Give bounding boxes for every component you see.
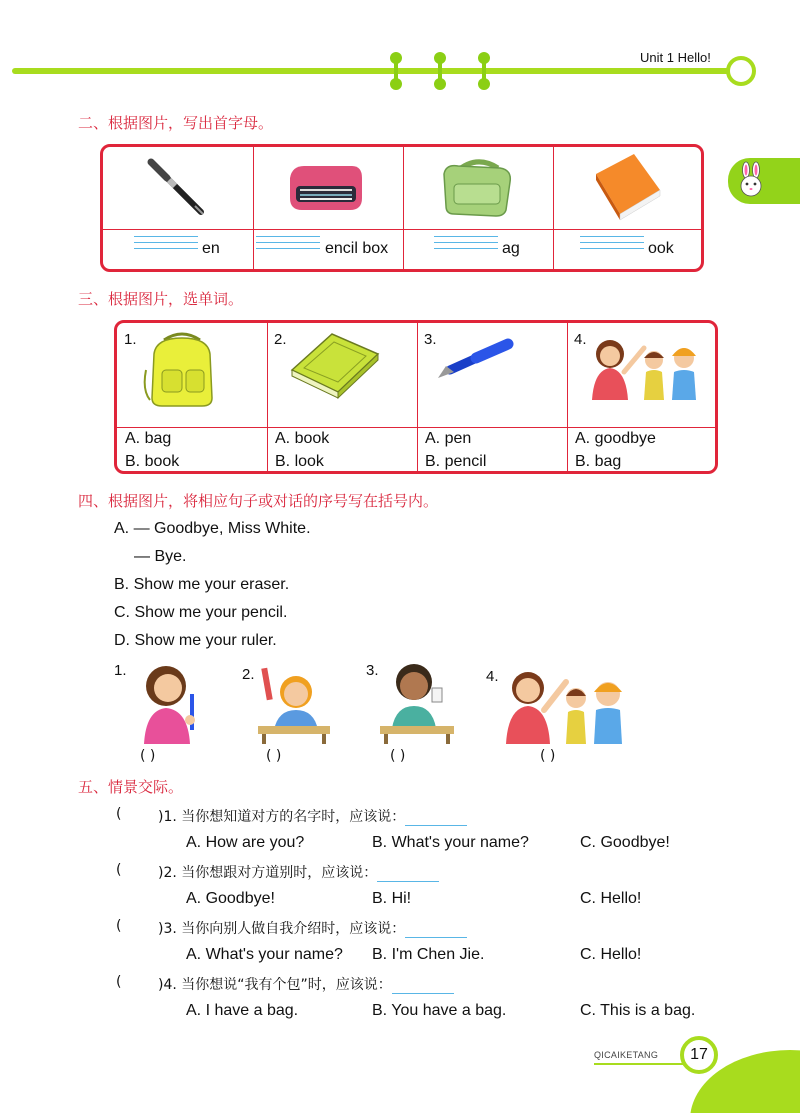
option-b[interactable]: B. look [275, 453, 324, 470]
answer-paren[interactable]: ( [116, 806, 122, 822]
option-c[interactable]: C. Hello! [580, 890, 642, 907]
picture-number: 4. [486, 668, 499, 685]
answer-blank[interactable] [434, 236, 498, 250]
answer-blank[interactable] [256, 236, 320, 250]
section-5-title: 五、情景交际。 [78, 778, 184, 796]
section-3-title: 三、根据图片，选单词。 [78, 290, 244, 308]
page-number: 17 [680, 1036, 718, 1074]
section-2-title: 二、根据图片，写出首字母。 [78, 114, 274, 132]
item-number: 3. [424, 331, 437, 348]
sentence-a: A. — Goodbye, Miss White. [114, 520, 311, 537]
picture-number: 3. [366, 662, 379, 679]
word-suffix: encil box [325, 240, 389, 257]
section-4-title: 四、根据图片，将相应句子或对话的序号写在括号内。 [78, 492, 439, 510]
sentence-b: B. Show me your eraser. [114, 576, 290, 593]
question-2: )2. 当你想跟对方道别时，应该说： [158, 862, 439, 882]
book-icon [588, 152, 662, 222]
picture-number: 1. [114, 662, 127, 679]
option-b[interactable]: B. What's your name? [372, 834, 529, 851]
option-a[interactable]: A. Goodbye! [186, 890, 275, 907]
sentence-c: C. Show me your pencil. [114, 604, 288, 621]
option-c[interactable]: C. This is a bag. [580, 1002, 696, 1019]
item-number: 1. [124, 331, 137, 348]
sentence-a-reply: — Bye. [134, 548, 187, 565]
option-c[interactable]: C. Goodbye! [580, 834, 670, 851]
answer-blank[interactable] [134, 236, 198, 250]
option-a[interactable]: A. book [275, 430, 330, 447]
option-a[interactable]: A. pen [425, 430, 472, 447]
pencil-box-icon [286, 162, 366, 214]
boy-with-eraser-icon [378, 658, 458, 744]
item-number: 2. [274, 331, 287, 348]
option-b[interactable]: B. You have a bag. [372, 1002, 507, 1019]
option-b[interactable]: B. Hi! [372, 890, 412, 907]
boy-with-ruler-icon [254, 660, 334, 744]
option-a[interactable]: A. How are you? [186, 834, 305, 851]
backpack-icon [140, 330, 224, 410]
unit-title: Unit 1 Hello! [640, 50, 711, 65]
binder-ring [393, 52, 399, 88]
answer-blank[interactable] [580, 236, 644, 250]
option-c[interactable]: C. Hello! [580, 946, 642, 963]
book-icon [288, 330, 380, 400]
option-a[interactable]: A. I have a bag. [186, 1002, 299, 1019]
option-b[interactable]: B. bag [575, 453, 622, 470]
answer-paren[interactable]: ( ) [266, 748, 282, 764]
option-b[interactable]: B. book [125, 453, 180, 470]
sentence-d: D. Show me your ruler. [114, 632, 277, 649]
header-bar [12, 68, 752, 74]
word-suffix: en [202, 240, 220, 257]
binder-ring [481, 52, 487, 88]
waving-children-icon [584, 330, 704, 400]
mascot-badge-icon [726, 56, 756, 86]
answer-paren[interactable]: ( ) [140, 748, 156, 764]
option-b[interactable]: B. I'm Chen Jie. [372, 946, 485, 963]
bunny-icon [736, 162, 766, 198]
footer-line [594, 1063, 690, 1065]
option-a[interactable]: A. bag [125, 430, 172, 447]
word-suffix: ag [502, 240, 520, 257]
question-4: )4. 当你想说“我有个包”时，应该说： [158, 974, 454, 994]
bag-icon [436, 154, 518, 220]
girl-with-pencil-icon [126, 660, 210, 744]
option-b[interactable]: B. pencil [425, 453, 487, 470]
picture-number: 2. [242, 666, 255, 683]
answer-paren[interactable]: ( [116, 974, 122, 990]
question-1: )1. 当你想知道对方的名字时，应该说： [158, 806, 467, 826]
pen-icon [145, 158, 207, 218]
answer-paren[interactable]: ( ) [390, 748, 406, 764]
footer-brand: QICAIKETANG [594, 1050, 659, 1060]
question-3: )3. 当你向别人做自我介绍时，应该说： [158, 918, 467, 938]
option-a[interactable]: A. What's your name? [186, 946, 343, 963]
answer-paren[interactable]: ( ) [540, 748, 556, 764]
answer-paren[interactable]: ( [116, 918, 122, 934]
word-suffix: ook [648, 240, 674, 257]
answer-paren[interactable]: ( [116, 862, 122, 878]
binder-ring [437, 52, 443, 88]
fountain-pen-icon [436, 336, 516, 380]
option-a[interactable]: A. goodbye [575, 430, 656, 447]
item-number: 4. [574, 331, 587, 348]
waving-goodbye-icon [500, 662, 630, 744]
